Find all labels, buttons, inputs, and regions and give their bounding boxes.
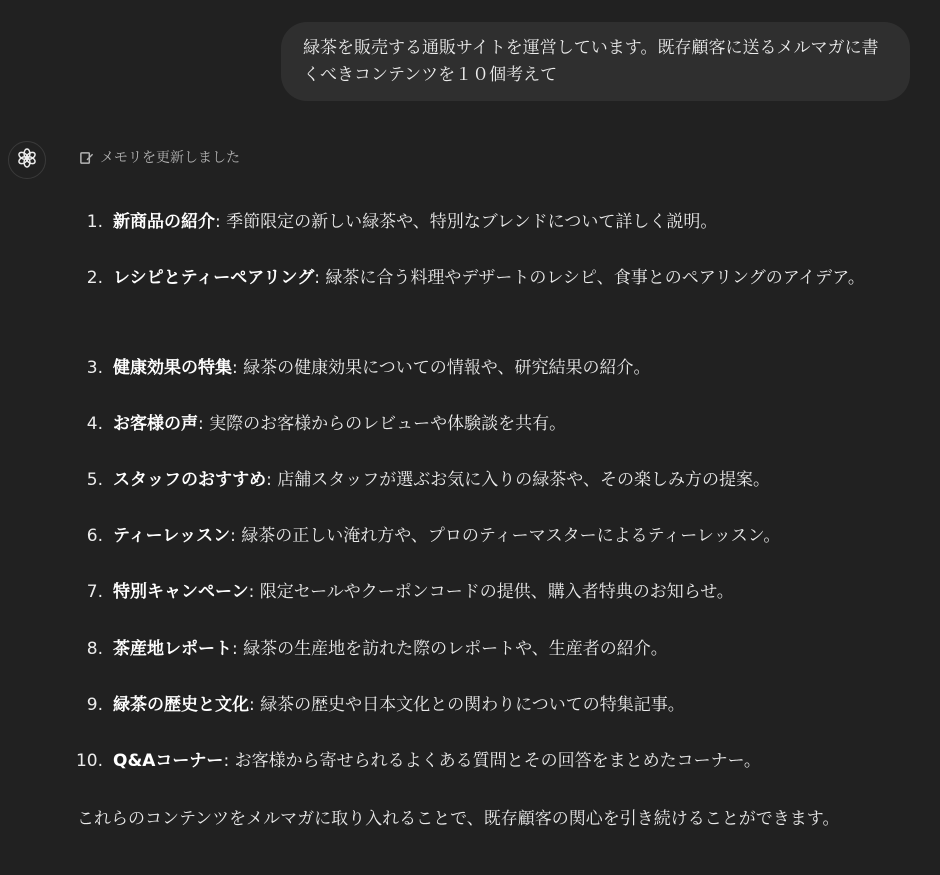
list-item-number: 6. <box>86 526 103 546</box>
list-item-number: 10. <box>75 751 103 771</box>
list-item-body <box>113 409 913 439</box>
memory-updated-label: メモリを更新しました <box>100 150 240 166</box>
list-item-description: : 緑茶の正しい淹れ方や、プロのティーマスターによるティーレッスン。 <box>230 526 781 546</box>
list-item-description: : お客様から寄せられるよくある質問とその回答をまとめたコーナー。 <box>223 751 761 771</box>
list-item-title: ティーレッスン <box>113 526 231 546</box>
list-item-title: レシピとティーペアリング <box>113 268 315 288</box>
list-item-title: 茶産地レポート <box>113 639 232 659</box>
memory-updated-button[interactable] <box>79 147 240 167</box>
list-item-description: : 実際のお客様からのレビューや体験談を共有。 <box>198 414 567 434</box>
list-item-description: : 緑茶の生産地を訪れた際のレポートや、生産者の紹介。 <box>232 639 668 659</box>
closing-paragraph: これらのコンテンツをメルマガに取り入れることで、既存顧客の関心を引き続けることができます。 <box>77 809 840 829</box>
user-message-text: 緑茶を販売する通販サイトを運営しています。既存顧客に送るメルマガに書くべきコンテンツを１０個考えて <box>303 38 879 85</box>
list-item-description: : 緑茶の健康効果についての情報や、研究結果の紹介。 <box>232 358 651 378</box>
list-item-number: 5. <box>86 470 103 490</box>
list-item-body <box>113 263 913 293</box>
list-item-title: Q&Aコーナー <box>113 751 224 771</box>
list-item-number: 1. <box>86 212 103 232</box>
list-item-number: 8. <box>86 639 103 659</box>
list-item-body <box>113 634 913 664</box>
list-item-title: 特別キャンペーン <box>113 582 249 602</box>
list-item-title: スタッフのおすすめ <box>113 470 267 490</box>
openai-logo-icon <box>16 147 38 173</box>
list-item-description: : 限定セールやクーポンコードの提供、購入者特典のお知らせ。 <box>248 582 734 602</box>
list-item-body <box>113 353 913 383</box>
list-item-body <box>113 465 913 495</box>
list-item-number: 3. <box>86 358 103 378</box>
list-item-number: 9. <box>86 695 103 715</box>
user-message-bubble <box>281 22 910 101</box>
list-item-number: 4. <box>86 414 103 434</box>
list-item-body <box>113 521 913 551</box>
list-item-body <box>113 746 913 776</box>
memory-edit-icon <box>79 150 94 165</box>
list-item-body <box>113 690 913 720</box>
list-item-title: 緑茶の歴史と文化 <box>113 695 249 715</box>
list-item-title: 新商品の紹介 <box>113 212 215 232</box>
list-item-title: 健康効果の特集 <box>113 358 232 378</box>
assistant-avatar <box>8 141 46 179</box>
list-item-description: : 緑茶の歴史や日本文化との関わりについての特集記事。 <box>249 695 685 715</box>
list-item-number: 7. <box>86 582 103 602</box>
list-item-body <box>113 577 913 607</box>
list-item-description: : 店舗スタッフが選ぶお気に入りの緑茶や、その楽しみ方の提案。 <box>266 470 770 490</box>
list-item-description: : 緑茶に合う料理やデザートのレシピ、食事とのペアリングのアイデア。 <box>314 268 865 288</box>
list-item-number: 2. <box>86 268 103 288</box>
list-item-title: お客様の声 <box>113 414 198 434</box>
list-item-description: : 季節限定の新しい緑茶や、特別なブレンドについて詳しく説明。 <box>215 212 718 232</box>
list-item-body <box>113 207 913 237</box>
